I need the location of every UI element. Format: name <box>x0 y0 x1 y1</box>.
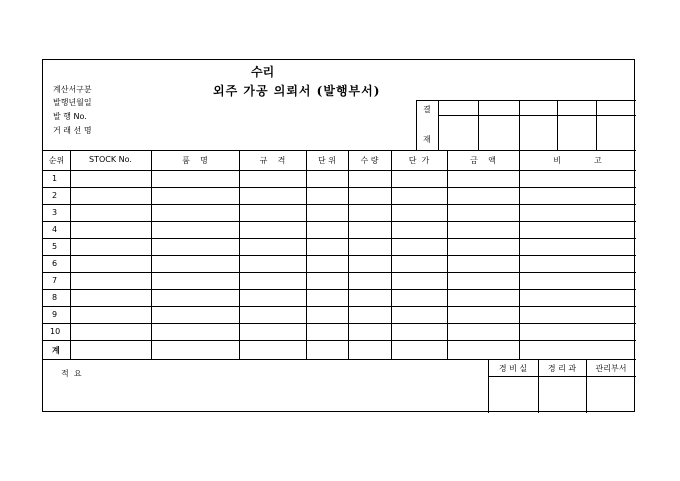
row-number-9: 9 <box>52 310 58 319</box>
row-number-1: 1 <box>52 174 58 183</box>
row-number-7: 7 <box>52 276 58 285</box>
row-number-4: 4 <box>52 225 58 234</box>
column-header-remarks: 비 고 <box>553 156 602 165</box>
sign-box-expense-office: 경 비 실 <box>498 364 528 373</box>
vendor-name-label: 거 래 선 명 <box>53 126 92 135</box>
form-title-line1: 수리 <box>251 65 275 79</box>
sign-box-management: 관리부서 <box>595 364 627 373</box>
column-header-rank: 순위 <box>48 156 65 165</box>
column-header-unit-price: 단 가 <box>408 156 430 165</box>
form-title-main: 외주 가공 의뢰서 (발행부서) <box>213 84 381 98</box>
row-total-label: 계 <box>52 346 60 355</box>
approval-label-top: 결 <box>423 105 431 114</box>
column-header-amount: 금 액 <box>470 156 496 165</box>
issue-date-label: 발행년월일 <box>53 98 92 107</box>
issue-no-label: 발 행 No. <box>53 112 87 121</box>
summary-label: 적 요 <box>61 369 82 378</box>
column-header-quantity: 수 량 <box>360 156 379 165</box>
column-header-stock-no: STOCK No. <box>89 155 132 164</box>
column-header-spec: 규 격 <box>259 156 286 165</box>
outsourcing-request-form <box>42 59 635 412</box>
row-number-8: 8 <box>52 293 58 302</box>
row-number-3: 3 <box>52 208 58 217</box>
invoice-type-label: 계산서구분 <box>53 85 92 94</box>
sign-box-accounting: 경 리 과 <box>547 364 577 373</box>
row-number-6: 6 <box>52 259 58 268</box>
row-number-10: 10 <box>50 327 61 336</box>
row-number-2: 2 <box>52 191 58 200</box>
column-header-item-name: 품 명 <box>182 156 208 165</box>
column-header-unit: 단 위 <box>318 156 336 165</box>
approval-label-bottom: 재 <box>423 135 431 144</box>
row-number-5: 5 <box>52 242 58 251</box>
